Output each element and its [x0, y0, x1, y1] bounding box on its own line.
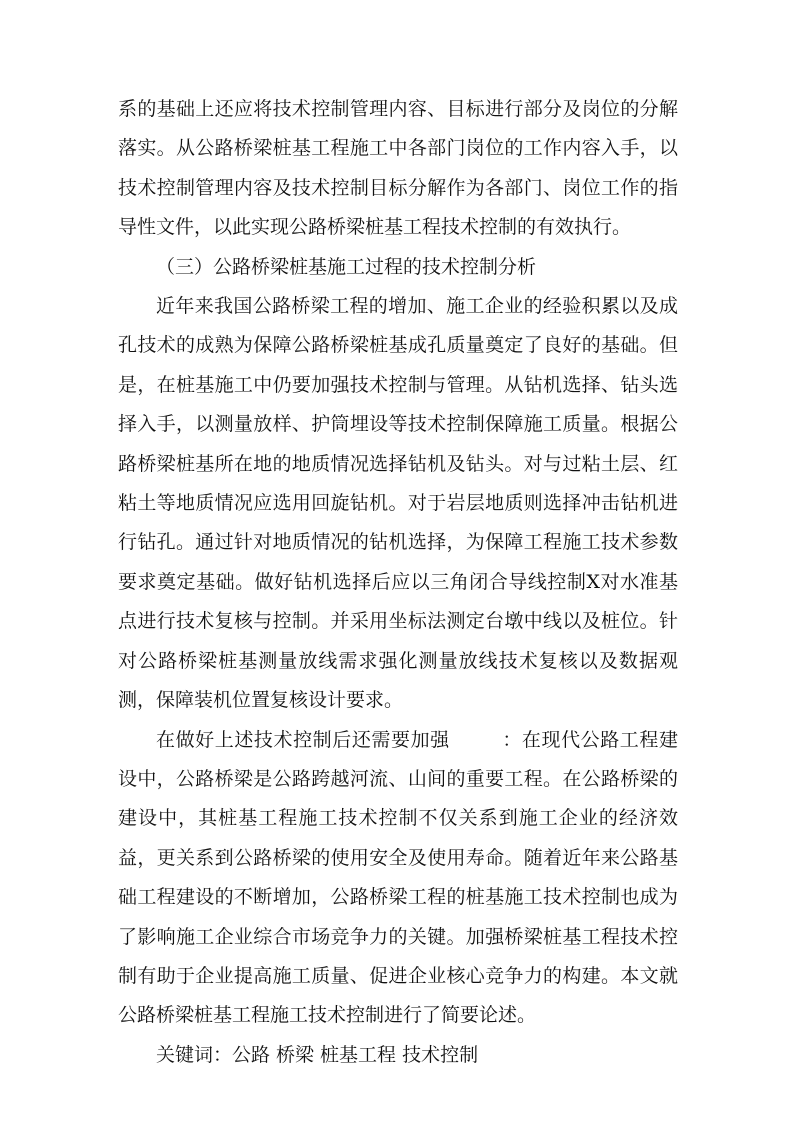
keywords-label: 关键词：	[156, 1043, 233, 1066]
keyword-item: 桩基工程	[320, 1043, 397, 1066]
paragraph-continuation: 系的基础上还应将技术控制管理内容、目标进行部分及岗位的分解落实。从公路桥梁桩基工程施工中各部门岗位的工作内容入手，以技术控制管理内容及技术控制目标分解作为各部门、岗位工作的指导性文件，以此实现公路桥梁桩基工程技术控制的有效执行。	[118, 98, 678, 239]
summary-lead-text: 在做好上述技术控制后还需要加强	[156, 728, 450, 751]
section-heading: （三）公路桥梁桩基施工过程的技术控制分析	[156, 255, 537, 278]
paragraph-analysis: 近年来我国公路桥梁工程的增加、施工企业的经验积累以及成孔技术的成熟为保障公路桥梁桩基成孔质量奠定了良好的基础。但是，在桩基施工中仍要加强技术控制与管理。从钻机选择、钻头选择入手，以测量放样、护筒埋设等技术控制保障施工质量。根据公路桥梁桩基所在地的地质情况选择钻机及钻头。对与过粘土层、红粘土等地质情况应选用回旋钻机。对于岩层地质则选择冲击钻机进行钻孔。通过针对地质情况的钻机选择，为保障工程施工技术参数要求奠定基础。做好钻机选择后应以三角闭合导线控制X对水准基点进行技术复核与控制。并采用坐标法测定台墩中线以及桩位。针对公路桥梁桩基测量放线需求强化测量放线技术复核以及数据观测，保障装机位置复核设计要求。	[118, 295, 678, 712]
keyword-item: 公路	[232, 1043, 271, 1066]
document-body	[118, 90, 678, 1075]
keyword-item: 技术控制	[402, 1043, 479, 1066]
paragraph-summary	[118, 721, 678, 1036]
keywords-line	[118, 1036, 678, 1075]
keyword-item: 桥梁	[276, 1043, 315, 1066]
summary-rest-text: ：在现代公路工程建设中，公路桥梁是公路跨越河流、山间的重要工程。在公路桥梁的建设中，其桩基工程施工技术控制不仅关系到施工企业的经济效益，更关系到公路桥梁的使用安全及使用寿命。随着近年来公路基础工程建设的不断增加，公路桥梁工程的桩基施工技术控制也成为了影响施工企业综合市场竞争力的关键。加强桥梁桩基工程技术控制有助于企业提高施工质量、促进企业核心竞争力的构建。本文就公路桥梁桩基工程施工技术控制进行了简要论述。	[118, 728, 678, 1027]
